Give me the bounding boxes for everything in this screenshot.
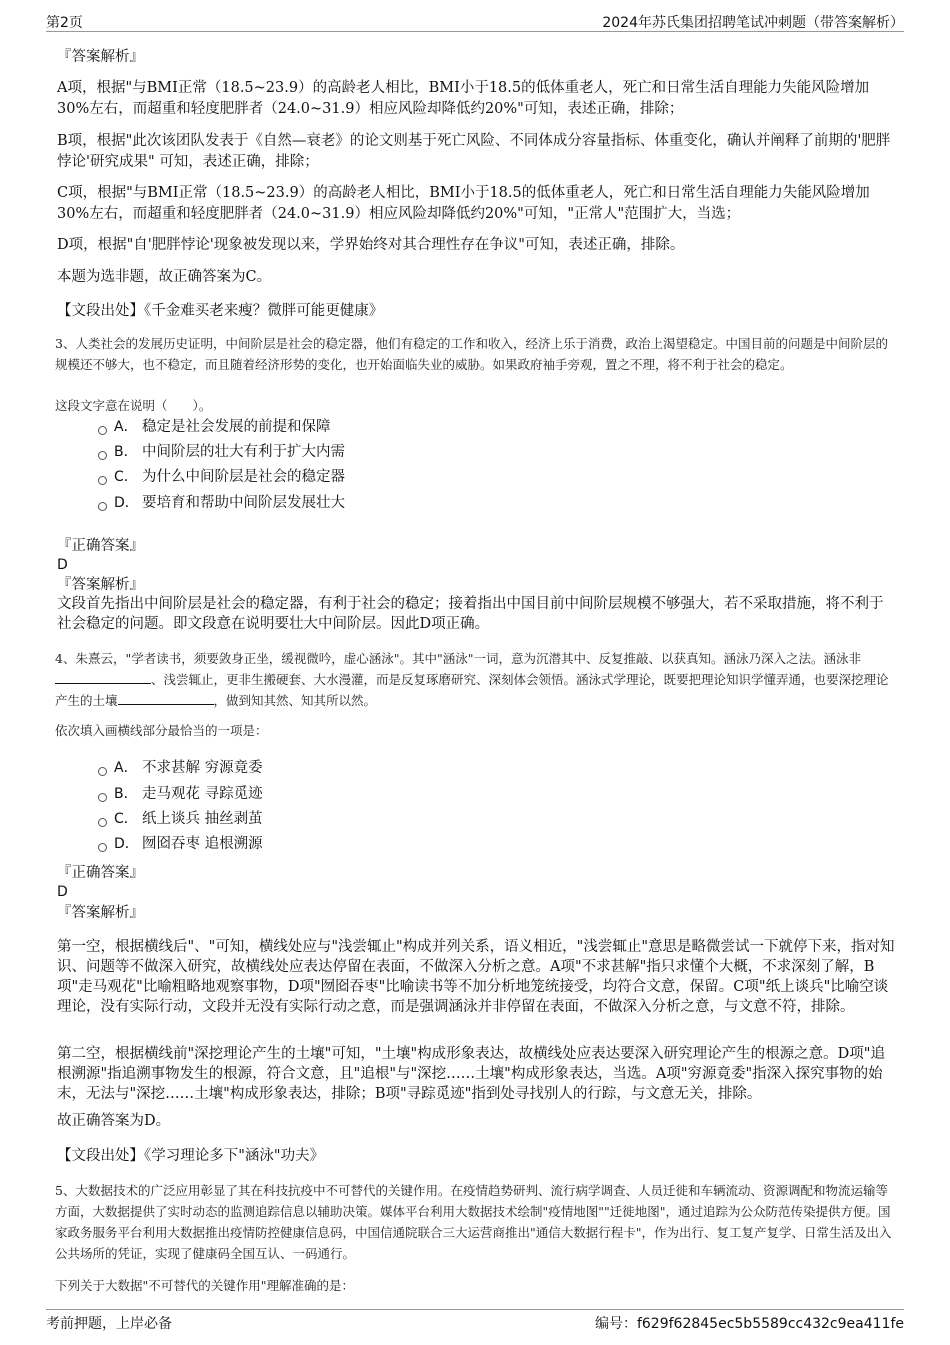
correct-answer: D (57, 884, 68, 900)
option-key: B． (114, 786, 138, 802)
footer-slogan: 考前押题，上岸必备 (46, 1316, 172, 1332)
document-id: 编号：f629f62845ec5b5589cc432c9ea411fe (594, 1316, 904, 1332)
page-number: 第2页 (46, 15, 83, 31)
answer-conclusion: 本题为选非题，故正确答案为C。 (57, 269, 272, 285)
analysis-heading: 『答案解析』 (57, 577, 144, 593)
radio-icon[interactable] (98, 476, 107, 485)
question-4-stem (55, 648, 895, 711)
question-4-option-c[interactable] (98, 809, 263, 829)
question-4-prompt: 依次填入画横线部分最恰当的一项是： (55, 723, 268, 738)
analysis-paragraph-b: B项，根据"此次该团队发表于《自然—衰老》的论文则基于死亡风险、不同体成分容量指标、体重变化，确认并阐释了前期的'肥胖悖论'研究成果" 可知，表述正确，排除； (57, 133, 891, 170)
question-3-option-d[interactable] (98, 493, 345, 513)
option-key: B． (114, 444, 138, 460)
question-3-option-c[interactable] (98, 467, 345, 487)
question-3-stem: 3、人类社会的发展历史证明，中间阶层是社会的稳定器，他们有稳定的工作和收入，经济上乐于消费，政治上渴望稳定。中国目前的问题是中间阶层的规模还不够大，也不稳定，而且随着经济形势的变化，也开始面临失业的威胁。如果政府袖手旁观，置之不理，将不利于社会的稳定。 (55, 336, 888, 372)
option-text: 纸上谈兵 抽丝剥茧 (142, 811, 263, 827)
option-key: A． (114, 419, 138, 435)
radio-icon[interactable] (98, 767, 107, 776)
question-3-option-a[interactable] (98, 417, 331, 437)
option-key: A． (114, 760, 138, 776)
option-key: C． (114, 469, 138, 485)
source-citation: 【文段出处】《千金难买老来瘦？微胖可能更健康》 (57, 303, 384, 319)
question-4-option-a[interactable] (98, 758, 263, 778)
stem-part-1: 4、朱熹云，"学者读书，须要敛身正坐，缓视微吟，虚心涵泳"。其中"涵泳"一词，意为沉潜其中、反复推敲、以获真知。涵泳乃深入之法。涵泳非 (55, 651, 861, 666)
option-text: 不求甚解 穷源竟委 (142, 760, 263, 776)
fill-blank-1 (55, 670, 151, 684)
radio-icon[interactable] (98, 502, 107, 511)
option-text: 要培育和帮助中间阶层发展壮大 (142, 495, 345, 511)
option-text: 稳定是社会发展的前提和保障 (142, 419, 331, 435)
document-title: 2024年苏氏集团招聘笔试冲刺题（带答案解析） (602, 15, 904, 31)
question-5-prompt: 下列关于大数据"不可替代的关键作用"理解准确的是： (55, 1278, 355, 1293)
answer-conclusion: 故正确答案为D。 (57, 1113, 171, 1129)
analysis-heading: 『答案解析』 (57, 49, 144, 65)
option-text: 中间阶层的壮大有利于扩大内需 (142, 444, 345, 460)
question-4-analysis-2: 第二空，根据横线前"深挖理论产生的土壤"可知，"土壤"构成形象表达，故横线处应表达要深入研究理论产生的根源之意。D项"追根溯源"指追溯事物发生的根源，符合文意，且"追根"与"深挖……土壤"构成形象表达，当选。A项"穷源竟委"指深入探究事物的始末，无法与"深挖……土壤"构成形象表达，排除；B项"寻踪觅迹"指到处寻找别人的行踪，与文意无关，排除。 (57, 1046, 885, 1102)
analysis-heading: 『答案解析』 (57, 905, 144, 921)
option-text: 囫囵吞枣 追根溯源 (142, 836, 263, 852)
header-divider (46, 31, 904, 32)
option-text: 为什么中间阶层是社会的稳定器 (142, 469, 345, 485)
radio-icon[interactable] (98, 426, 107, 435)
footer-divider (46, 1309, 904, 1310)
question-3-option-b[interactable] (98, 442, 345, 462)
correct-answer-heading: 『正确答案』 (57, 865, 144, 881)
analysis-paragraph-d: D项，根据"自'肥胖悖论'现象被发现以来，学界始终对其合理性存在争议"可知，表述正确，排除。 (57, 237, 685, 253)
analysis-paragraph-a: A项，根据"与BMI正常（18.5~23.9）的高龄老人相比，BMI小于18.5的低体重老人，死亡和日常生活自理能力失能风险增加30%左右，而超重和轻度肥胖者（24.0~31.9）相应风险却降低约20%"可知，表述正确，排除； (57, 80, 870, 117)
question-4-analysis-1: 第一空，根据横线后"、"可知，横线处应与"浅尝辄止"构成并列关系，语义相近，"浅尝辄止"意思是略微尝试一下就停下来，指对知识、问题等不做深入研究，故横线处应表达停留在表面，不做深入分析之意。A项"不求甚解"指只求懂个大概，不求深刻了解，B项"走马观花"比喻粗略地观察事物，D项"囫囵吞枣"比喻读书等不加分析地笼统接受，均符合文意，保留。C项"纸上谈兵"比喻空谈理论，没有实际行动，文段并无没有实际行动之意，而是强调涵泳并非停留在表面，不做深入分析之意，与文意不符，排除。 (57, 939, 895, 1015)
option-text: 走马观花 寻踪觅迹 (142, 786, 263, 802)
question-4-option-d[interactable] (98, 834, 263, 854)
option-key: D． (114, 495, 139, 511)
fill-blank-2 (118, 691, 214, 705)
question-4-option-b[interactable] (98, 784, 263, 804)
correct-answer: D (57, 557, 68, 573)
question-3-analysis: 文段首先指出中间阶层是社会的稳定器，有利于社会的稳定；接着指出中国目前中间阶层规模不够强大，若不采取措施，将不利于社会稳定的问题。即文段意在说明要壮大中间阶层。因此D项正确。 (57, 596, 884, 632)
stem-part-2: 、浅尝辄止，更非生搬硬套、大水漫灌，而是反复琢磨研究、深刻体会领悟。涵泳式学理论，既要把理论知识学懂弄通，也要深挖理论产生的土壤 (55, 672, 889, 708)
page-header (0, 0, 950, 32)
question-3-prompt: 这段文字意在说明（ ）。 (55, 398, 212, 413)
option-key: C． (114, 811, 138, 827)
radio-icon[interactable] (98, 843, 107, 852)
correct-answer-heading: 『正确答案』 (57, 538, 144, 554)
radio-icon[interactable] (98, 793, 107, 802)
option-key: D． (114, 836, 139, 852)
radio-icon[interactable] (98, 451, 107, 460)
question-5-stem: 5、大数据技术的广泛应用彰显了其在科技抗疫中不可替代的关键作用。在疫情趋势研判、流行病学调查、人员迁徙和车辆流动、资源调配和物流运输等方面，大数据提供了实时动态的监测追踪信息以辅助决策。媒体平台利用大数据技术绘制"疫情地图""迁徙地图"，通过追踪为公众防范传染提供方便。国家政务服务平台利用大数据推出疫情防控健康信息码，中国信通院联合三大运营商推出"通信大数据行程卡"，作为出行、复工复产复学、日常生活及出入公共场所的凭证，实现了健康码全国互认、一码通行。 (55, 1183, 892, 1261)
analysis-paragraph-c: C项，根据"与BMI正常（18.5~23.9）的高龄老人相比，BMI小于18.5的低体重老人，死亡和日常生活自理能力失能风险增加30%左右，而超重和轻度肥胖者（24.0~31.9）相应风险却降低约20%"可知，"正常人"范围扩大，当选； (57, 185, 870, 222)
stem-part-3: ，做到知其然、知其所以然。 (213, 693, 377, 708)
radio-icon[interactable] (98, 818, 107, 827)
source-citation: 【文段出处】《学习理论多下"涵泳"功夫》 (57, 1148, 325, 1164)
